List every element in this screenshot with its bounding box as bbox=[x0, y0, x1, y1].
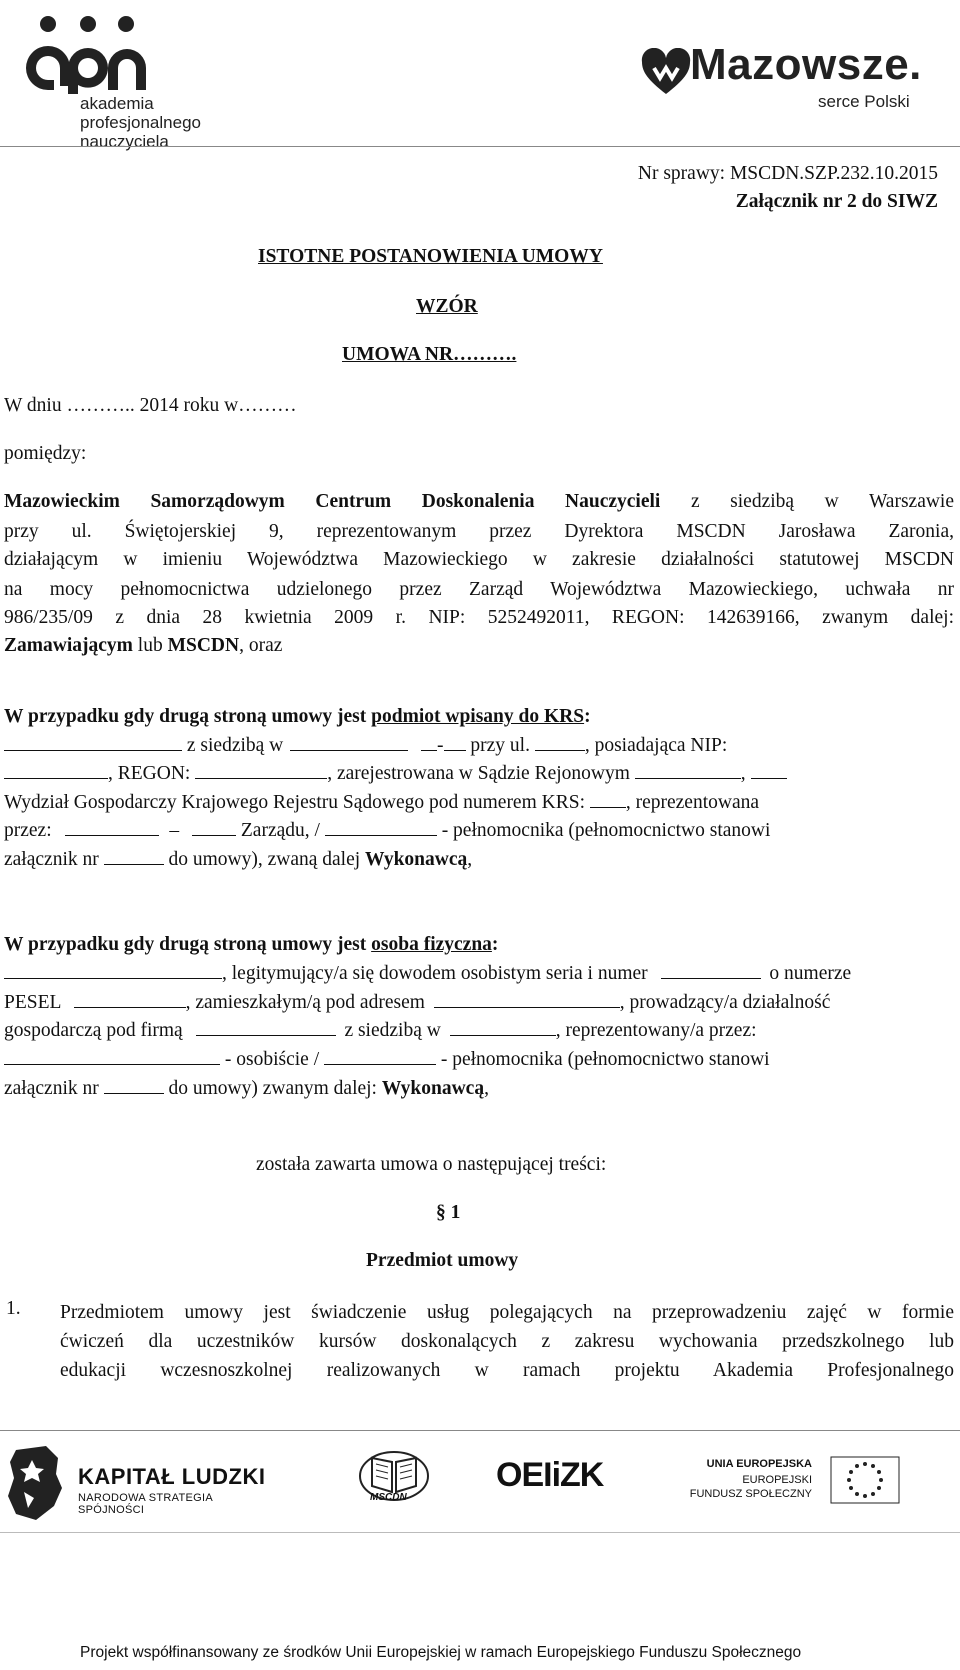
blank-field[interactable] bbox=[104, 863, 164, 865]
text: gospodarczą pod firmą bbox=[4, 1020, 183, 1041]
text: załącznik nr bbox=[4, 1078, 99, 1099]
section-title: Przedmiot umowy bbox=[366, 1250, 519, 1271]
contract-intro: została zawarta umowa o następującej treści: bbox=[256, 1154, 607, 1175]
text: – bbox=[169, 820, 180, 841]
apn-logo-line: nauczyciela bbox=[80, 132, 169, 151]
mazowsze-tagline: serce Polski bbox=[818, 92, 910, 111]
blank-field[interactable] bbox=[421, 749, 437, 751]
text: , prowadzący/a działalność bbox=[619, 992, 831, 1013]
party1-name: Mazowieckim Samorządowym Centrum Doskonalenia Nauczycieli bbox=[4, 491, 661, 512]
cofinancing-note: Projekt współfinansowany ze środków Unii Europejskiej w ramach Europejskiego Funduszu Społecznego bbox=[80, 1644, 802, 1661]
poland-map-icon bbox=[6, 1444, 66, 1524]
text: , zarejestrowana w Sądzie Rejonowym bbox=[327, 763, 630, 784]
blank-field[interactable] bbox=[196, 1034, 336, 1036]
eu-line1: UNIA EUROPEJSKA bbox=[706, 1458, 812, 1470]
blank-field[interactable] bbox=[195, 777, 327, 779]
text: załącznik nr bbox=[4, 849, 99, 870]
document-title: ISTOTNE POSTANOWIENIA UMOWY bbox=[258, 246, 603, 267]
orderer-term: Zamawiającym bbox=[4, 635, 133, 656]
apn-logo-mark bbox=[22, 14, 152, 94]
text: - bbox=[437, 735, 444, 756]
fiz-line2 bbox=[4, 989, 830, 1017]
mscdn-label: MSCDN bbox=[370, 1492, 407, 1503]
party1-seat: z siedzibą w Warszawie bbox=[690, 491, 955, 512]
fiz-line3 bbox=[4, 1017, 757, 1045]
text: , zamieszkałym/ą pod adresem bbox=[185, 992, 425, 1013]
text: , reprezentowany/a przez: bbox=[555, 1020, 757, 1041]
item-number: 1. bbox=[6, 1298, 21, 1319]
oeiizk-logo: OEIiZK bbox=[496, 1456, 604, 1494]
footer-divider bbox=[0, 1430, 960, 1431]
fiz-line5 bbox=[4, 1075, 489, 1103]
eu-line3: FUNDUSZ SPOŁECZNY bbox=[689, 1488, 812, 1500]
blank-field[interactable] bbox=[4, 1063, 220, 1065]
case-number: Nr sprawy: MSCDN.SZP.232.10.2015 bbox=[637, 163, 938, 184]
blank-field[interactable] bbox=[661, 977, 761, 979]
kl-subtitle: NARODOWA STRATEGIA SPÓJNOŚCI bbox=[78, 1492, 213, 1516]
text: - pełnomocnika (pełnomocnictwo stanowi bbox=[441, 820, 771, 841]
text: Wydział Gospodarczy Krajowego Rejestru Sądowego pod numerem KRS: bbox=[4, 792, 585, 813]
party1-line2: przy ul. Świętojerskiej 9, reprezentowanym przez Dyrektora MSCDN Jarosława Zaronia, bbox=[4, 521, 954, 542]
text: o numerze bbox=[769, 963, 852, 984]
text: przez: bbox=[4, 820, 52, 841]
text: , legitymujący/a się dowodem osobistym seria i numer bbox=[222, 963, 648, 984]
text: : bbox=[584, 706, 591, 727]
party1-line5: 986/235/09 z dnia 28 kwietnia 2009 r. NIP: 5252492011, REGON: 142639166, zwanym dalej: bbox=[4, 607, 954, 628]
template-label: WZÓR bbox=[416, 296, 478, 317]
text: , bbox=[484, 1078, 489, 1099]
eu-logo bbox=[689, 1456, 920, 1516]
party1-line3: działającym w imieniu Województwa Mazowieckiego w zakresie działalności statutowej MSCDN bbox=[4, 549, 954, 570]
eu-line2: EUROPEJSKI bbox=[742, 1474, 812, 1486]
blank-field[interactable] bbox=[751, 777, 787, 779]
fiz-line4 bbox=[4, 1046, 770, 1074]
blank-field[interactable] bbox=[444, 749, 466, 751]
krs-line1 bbox=[4, 732, 727, 760]
text: - osobiście / bbox=[224, 1049, 320, 1070]
kl-title: KAPITAŁ LUDZKI bbox=[78, 1464, 266, 1489]
contract-number: UMOWA NR………. bbox=[342, 344, 517, 365]
krs-line5 bbox=[4, 846, 472, 874]
apn-logo bbox=[22, 14, 222, 151]
blank-field[interactable] bbox=[535, 749, 585, 751]
contractor-term: Wykonawcą bbox=[381, 1078, 485, 1099]
text: lub bbox=[132, 635, 168, 656]
text: Zarządu, / bbox=[240, 820, 320, 841]
mazowsze-logo bbox=[640, 40, 940, 120]
mscdn-logo bbox=[356, 1448, 436, 1508]
blank-field[interactable] bbox=[635, 777, 741, 779]
heart-icon bbox=[640, 48, 692, 96]
header-divider bbox=[0, 146, 960, 147]
text: przy ul. bbox=[470, 735, 530, 756]
attachment-label: Załącznik nr 2 do SIWZ bbox=[735, 191, 938, 212]
blank-field[interactable] bbox=[4, 749, 182, 751]
blank-field[interactable] bbox=[324, 1063, 436, 1065]
party1-line4: na mocy pełnomocnictwa udzielonego przez Zarząd Województwa Mazowieckiego, uchwała nr bbox=[4, 579, 954, 600]
between-label: pomiędzy: bbox=[4, 443, 87, 464]
text: : bbox=[491, 934, 499, 955]
text: do umowy) zwanym dalej: bbox=[168, 1078, 382, 1099]
krs-line4 bbox=[4, 817, 770, 845]
eu-flag-icon bbox=[830, 1456, 900, 1504]
krs-entity-label: podmiot wpisany do KRS bbox=[371, 706, 585, 727]
section-number: § 1 bbox=[436, 1202, 461, 1223]
date-line: W dniu ……….. 2014 roku w……… bbox=[4, 395, 297, 416]
krs-line3 bbox=[4, 789, 759, 817]
contractor-term: Wykonawcą bbox=[365, 849, 468, 870]
krs-line2 bbox=[4, 760, 787, 788]
text: , posiadająca NIP: bbox=[584, 735, 728, 756]
blank-field[interactable] bbox=[450, 1034, 556, 1036]
blank-field[interactable] bbox=[590, 806, 626, 808]
text: , REGON: bbox=[108, 763, 191, 784]
blank-field[interactable] bbox=[434, 1006, 620, 1008]
text: W przypadku gdy drugą stroną umowy jest bbox=[4, 706, 372, 727]
blank-field[interactable] bbox=[65, 834, 159, 836]
item-line: ćwiczeń dla uczestników kursów doskonalących z zakresu wychowania przedszkolnego lub bbox=[60, 1331, 954, 1352]
fiz-line1 bbox=[4, 960, 851, 988]
krs-heading bbox=[4, 703, 591, 731]
party1-line6 bbox=[4, 632, 282, 660]
item-line: edukacji wczesnoszkolnej realizowanych w ramach projektu Akademia Profesjonalnego bbox=[60, 1360, 954, 1381]
blank-field[interactable] bbox=[192, 834, 236, 836]
fiz-heading bbox=[4, 931, 498, 959]
kapital-ludzki-logo bbox=[6, 1440, 276, 1530]
text: z siedzibą w bbox=[186, 735, 284, 756]
text: do umowy), zwaną dalej bbox=[168, 849, 366, 870]
text: , oraz bbox=[239, 635, 283, 656]
item-line: Przedmiotem umowy jest świadczenie usług polegających na przeprowadzeniu zajęć w formie bbox=[60, 1302, 954, 1323]
text: , reprezentowana bbox=[625, 792, 760, 813]
blank-field[interactable] bbox=[325, 834, 437, 836]
text: z siedzibą w bbox=[344, 1020, 441, 1041]
text: , bbox=[740, 763, 746, 784]
mscdn-term: MSCDN bbox=[167, 635, 240, 656]
natural-person-label: osoba fizyczna bbox=[371, 934, 492, 955]
text: , bbox=[467, 849, 473, 870]
apn-logo-line: akademia bbox=[80, 94, 154, 113]
blank-field[interactable] bbox=[104, 1092, 164, 1094]
blank-field[interactable] bbox=[290, 749, 408, 751]
party1-line1 bbox=[4, 488, 954, 516]
text: W przypadku gdy drugą stroną umowy jest bbox=[4, 934, 372, 955]
blank-field[interactable] bbox=[4, 777, 108, 779]
blank-field[interactable] bbox=[74, 1006, 186, 1008]
mazowsze-wordmark: Mazowsze. bbox=[690, 40, 922, 89]
text: PESEL bbox=[4, 992, 61, 1013]
apn-logo-line: profesjonalnego bbox=[80, 113, 201, 132]
text: - pełnomocnika (pełnomocnictwo stanowi bbox=[440, 1049, 770, 1070]
blank-field[interactable] bbox=[4, 977, 222, 979]
footer-divider-bottom bbox=[0, 1532, 960, 1533]
